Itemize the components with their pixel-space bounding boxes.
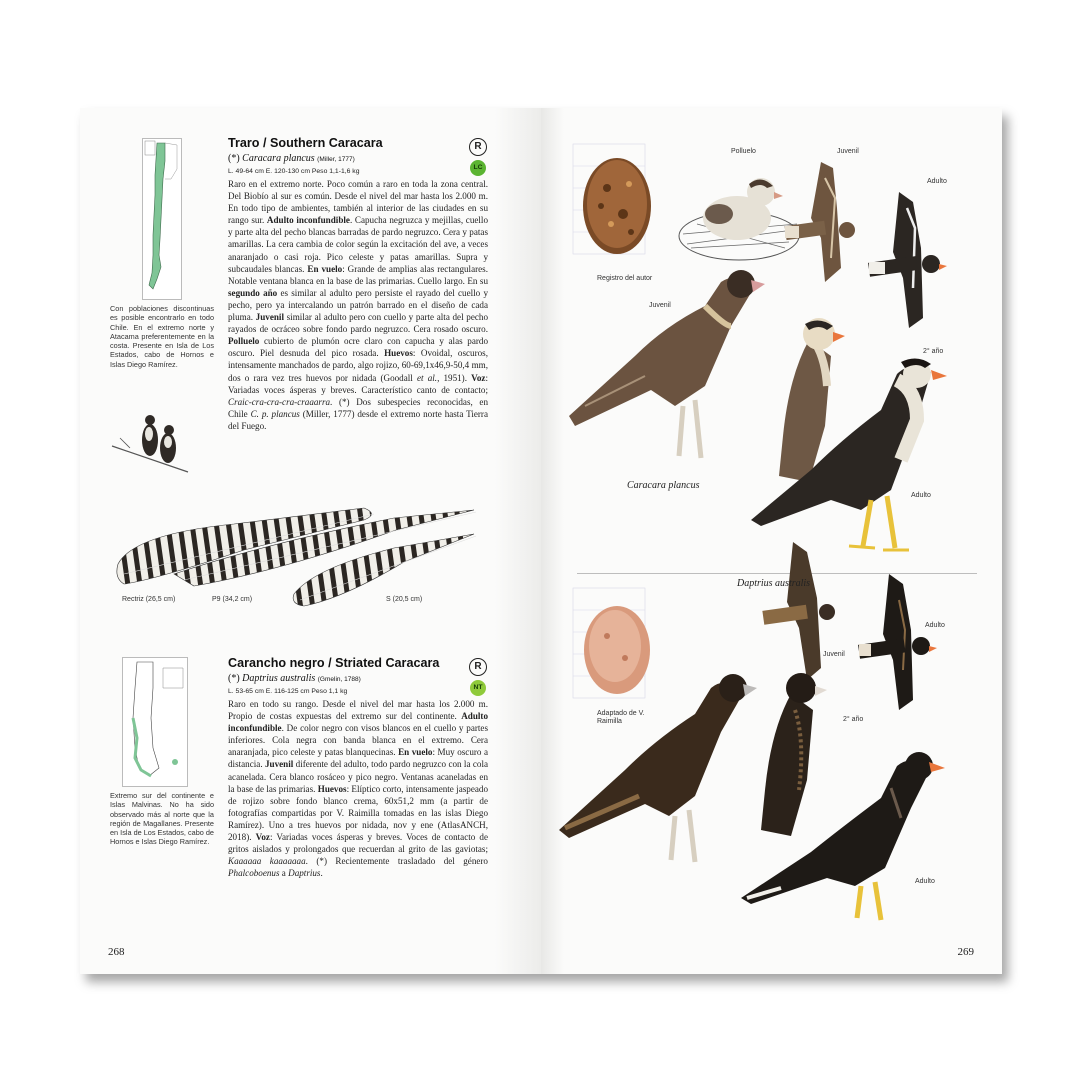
plate-caption-caracara-plancus: Caracara plancus bbox=[627, 480, 700, 491]
range-map-striated-caracara bbox=[122, 657, 188, 787]
label-juvenile-flight: Juvenil bbox=[837, 148, 859, 155]
label-juvenile-standing: Juvenil bbox=[649, 302, 671, 309]
sci-author: (Miller, 1777) bbox=[317, 156, 355, 163]
striated-juvenile-flight-illustration bbox=[763, 538, 843, 688]
egg-caption-bottom: Adaptado de V. Raimilla bbox=[597, 710, 645, 725]
text-segment: . De color negro con visos blancos en el cuello y partes inferiores. Cola negra con banda blanca en el extremo. Cera anaranjada, pico celeste y patas blanquecinas. bbox=[228, 723, 488, 758]
text-segment: : Elíptico corto, intensamente jaspeado de rojizo sobre fondo blanco crema, 60x51,2 mm (a partir de fotografías compartidas por V. Raimilla tomadas en las islas Diego Ramírez). Uno a tres huevos por nidada, nov y ene (AtlasANCH, 2018). bbox=[228, 783, 489, 843]
page-number-right: 269 bbox=[957, 946, 974, 958]
sci-author: (Gmelin, 1788) bbox=[317, 676, 361, 683]
resident-badge: R bbox=[469, 658, 487, 676]
text-segment: . bbox=[320, 868, 323, 879]
text-segment: : Muy oscuro a distancia. bbox=[228, 747, 488, 770]
conservation-status-badge: LC bbox=[470, 160, 486, 176]
text-italic: Kaaaaaa kaaaaaaa bbox=[228, 856, 306, 867]
caracara-pair-sketch bbox=[110, 408, 190, 488]
range-note-striated-caracara: Extremo sur del continente e Islas Malvinas. No ha sido observado más al norte que la región de Magallanes. Presente en Isla de Los Estados, cabo de Hornos e Islas Diego Ramírez. bbox=[110, 791, 214, 847]
text-bold: Adulto inconfundible bbox=[266, 215, 350, 226]
caption-s: S (20,5 cm) bbox=[386, 596, 423, 603]
plate-caption-daptrius-australis: Daptrius australis bbox=[737, 578, 811, 589]
text-bold: Adulto inconfundible bbox=[228, 711, 488, 734]
text-bold: En vuelo bbox=[398, 747, 433, 758]
text-segment: . (*) Dos subespecies reconocidas, en Chile bbox=[228, 396, 488, 419]
egg-caption-top: Registro del autor bbox=[597, 275, 653, 282]
text-segment: . (*) Recientemente trasladado del género bbox=[305, 856, 488, 867]
text-italic: C. p. plancus bbox=[250, 408, 300, 419]
text-segment: Raro en todo su rango. Desde el nivel del mar hasta los 2.000 m. Propio de costas expuestas del extremo sur del continente. bbox=[228, 699, 488, 722]
species-description-striated-caracara bbox=[228, 698, 488, 879]
text-segment: (Miller, 1777) desde el extremo norte hasta Tierra del Fuego. bbox=[228, 408, 488, 431]
scientific-name-line bbox=[228, 673, 361, 684]
caracara-adult-flight-illustration bbox=[869, 188, 959, 338]
label-adult-standing: Adulto bbox=[911, 492, 931, 499]
label-chick: Polluelo bbox=[731, 148, 756, 155]
label-adult-flight: Adulto bbox=[927, 178, 947, 185]
text-segment: a bbox=[279, 868, 289, 879]
text-bold: Voz bbox=[471, 372, 486, 383]
text-bold: Huevos bbox=[384, 348, 413, 359]
label-striated-juvenile: Juvenil bbox=[823, 651, 845, 658]
label-striated-second-year: 2° año bbox=[843, 716, 864, 723]
text-italic: Daptrius bbox=[288, 868, 321, 879]
sci-name: Daptrius australis bbox=[242, 673, 316, 684]
text-segment: : Grande de amplias alas rectangulares. Notable ventana blanca en la base de las primarias. Cuello largo. En su bbox=[228, 263, 488, 286]
text-segment: . Capucha negruzca y mejillas, cuello y parte alta del pecho blancas barradas de pardo negruzco. Cera y patas amarillas. La cera cambia de color según la excitación del ave, a veces anaranjado o casi roja. Pico celeste y patas amarillas. Supra y subcaudales blancas. bbox=[228, 215, 488, 274]
measurements: L. 49-64 cm E. 120-130 cm Peso 1,1-1,6 kg bbox=[228, 168, 360, 175]
page-number-left: 268 bbox=[108, 946, 125, 958]
species-title-striated-caracara: Carancho negro / Striated Caracara bbox=[228, 656, 440, 670]
text-bold: En vuelo bbox=[307, 263, 343, 274]
text-segment: cubierto de plumón ocre claro con capucha y alas pardo oscuro. Piel desnuda del pico rosada. bbox=[228, 336, 488, 359]
label-striated-adult-flight: Adulto bbox=[925, 622, 945, 629]
resident-badge: R bbox=[469, 138, 487, 156]
text-italic: et al. bbox=[416, 372, 438, 383]
open-book bbox=[80, 108, 1002, 974]
caption-rectrix: Rectriz (26,5 cm) bbox=[122, 596, 176, 603]
sci-prefix: (*) bbox=[228, 673, 243, 684]
label-striated-adult-standing: Adulto bbox=[915, 878, 935, 885]
text-bold: Huevos bbox=[317, 783, 347, 794]
striated-adult-flight-illustration bbox=[859, 570, 949, 720]
chile-map-icon bbox=[143, 139, 181, 299]
text-segment: : Variadas voces ásperas y breves. Característico canto de contacto; bbox=[228, 372, 489, 395]
text-italic: Craic-cra-cra-cra-craaarra bbox=[228, 396, 331, 407]
left-page bbox=[80, 108, 541, 974]
caracara-juvenile-flight-illustration bbox=[781, 158, 861, 288]
species-description-southern-caracara bbox=[228, 178, 488, 432]
text-bold: Juvenil bbox=[264, 759, 294, 770]
measurements: L. 53-65 cm E. 116-125 cm Peso 1,1 kg bbox=[228, 688, 348, 695]
caracara-adult-standing-illustration bbox=[751, 350, 961, 560]
text-segment: , 1951). bbox=[437, 372, 472, 383]
egg-caracara-illustration bbox=[571, 144, 651, 274]
conservation-status-badge: NT bbox=[470, 680, 486, 696]
range-map-southern-caracara bbox=[142, 138, 182, 300]
text-segment: es similar al adulto pero persiste el rayado del cuello y pecho, pero ya intercalando un patrón barrado en el diseño de cada pluma. bbox=[228, 287, 488, 323]
text-bold: Voz bbox=[255, 832, 270, 843]
text-italic: Phalcoboenus bbox=[228, 868, 280, 879]
range-note-southern-caracara: Con poblaciones discontinuas es posible encontrarlo en todo Chile. En el extremo norte y Atacama preferentemente en la costa. Presente en Isla de Los Estados, cabo de Hornos e Islas Diego Ramírez. bbox=[110, 304, 214, 369]
striated-adult-standing-illustration bbox=[741, 748, 961, 928]
caption-p9: P9 (34,2 cm) bbox=[212, 596, 253, 603]
sci-prefix: (*) bbox=[228, 153, 243, 164]
caracara-juvenile-standing-illustration bbox=[555, 266, 775, 466]
patagonia-map-icon bbox=[123, 658, 187, 786]
text-bold: segundo año bbox=[228, 287, 278, 298]
sci-name: Caracara plancus bbox=[242, 153, 315, 164]
text-segment: : Ovoidal, oscuros, intensamente manchados de pardo, algo rojizo, 60-69,1x46,9-50,4 mm, dos o rara vez tres huevos por nidada (Goodall bbox=[228, 348, 488, 383]
text-segment: : Variadas voces ásperas y breves. Voces de contacto de gritos aislados y prolongados que recuerdan al grito de las gaviotas; bbox=[228, 832, 488, 855]
label-second-year: 2° año bbox=[923, 348, 944, 355]
text-segment: Raro en el extremo norte. Poco común a raro en toda la zona central. Del Biobío al sur es común. Desde el nivel del mar hasta los 2.000 m. En todo tipo de ambientes, también al interior de las ciudades en su rango sur. bbox=[228, 179, 488, 226]
scientific-name-line bbox=[228, 153, 355, 164]
right-page bbox=[541, 108, 1002, 974]
species-title-southern-caracara: Traro / Southern Caracara bbox=[228, 136, 383, 150]
text-segment: diferente del adulto, todo pardo negruzco con la cola acanelada. Cera blanco rosáceo y pico negro. Ventanas acaneladas en la base de las primarias. bbox=[228, 759, 489, 794]
text-bold: Polluelo bbox=[228, 336, 260, 347]
text-segment: similar al adulto pero con cuello y parte alta del pecho rayados de ocráceo sobre fondo pardo negruzco. Cera rosado oscuro. bbox=[228, 312, 489, 335]
text-bold: Juvenil bbox=[255, 312, 284, 323]
